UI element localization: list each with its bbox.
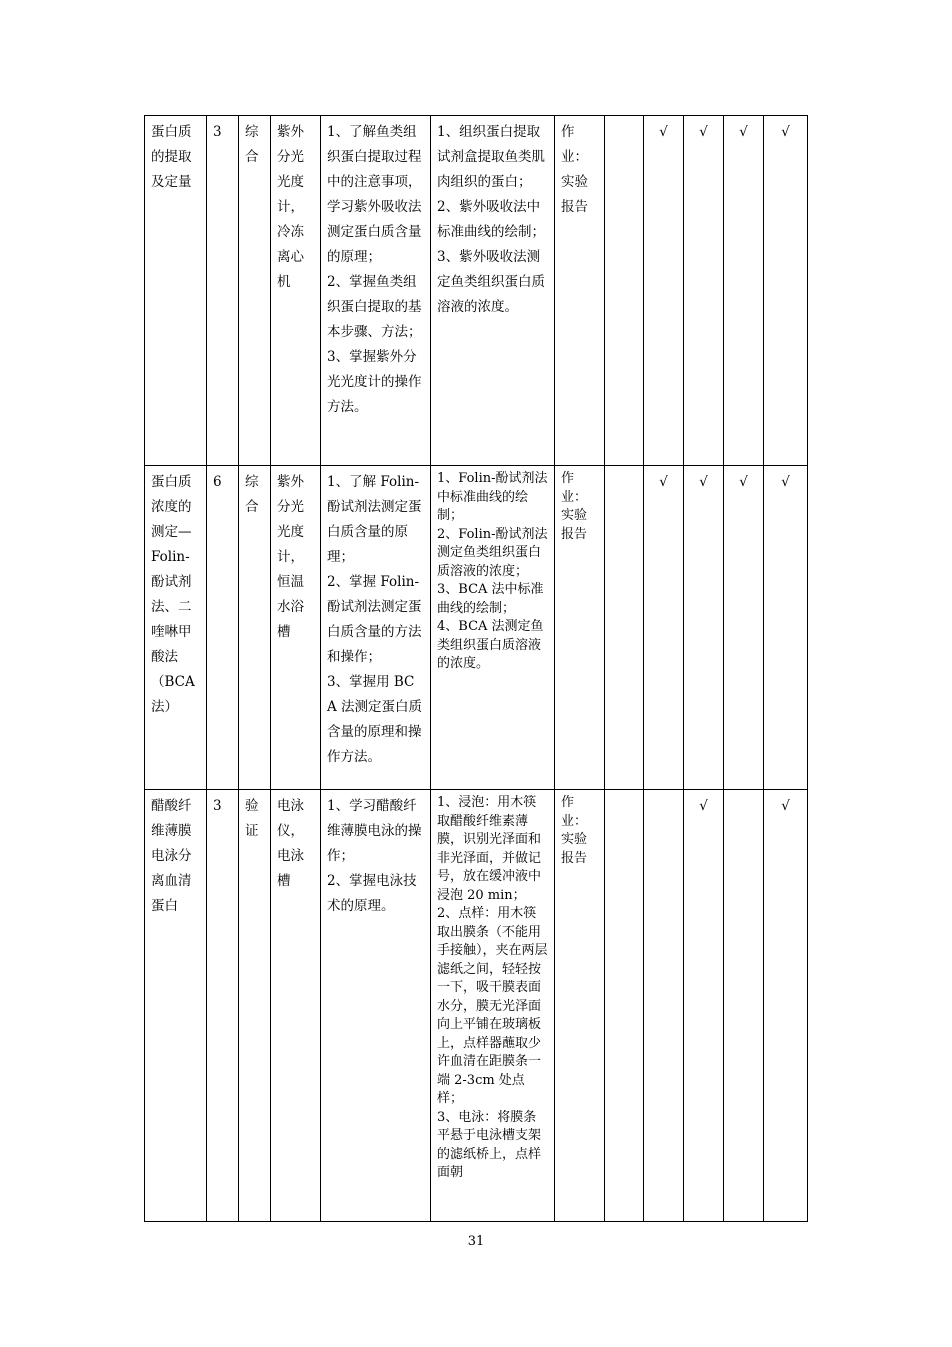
type-cell <box>239 116 271 466</box>
extra-cell <box>605 790 644 1222</box>
assessment: 作业：实验报告 <box>561 124 588 215</box>
extra-cell <box>605 466 644 790</box>
hours: 3 <box>213 798 222 814</box>
check-mark: √ <box>659 474 668 490</box>
check-cell <box>764 116 808 466</box>
table-row <box>145 790 808 1222</box>
assessment-cell <box>555 790 605 1222</box>
equipment: 电泳仪，电泳槽 <box>277 798 304 889</box>
content-cell <box>431 116 555 466</box>
check-mark: √ <box>739 474 748 490</box>
check-mark: √ <box>781 798 790 814</box>
check-cell <box>724 790 764 1222</box>
experiment-name: 蛋白质的提取及定量 <box>151 124 192 190</box>
equipment-cell <box>271 466 321 790</box>
page-number: 31 <box>467 1234 485 1249</box>
experiment-name: 蛋白质浓度的测定—Folin-酚试剂法、二喹啉甲酸法（BCA法） <box>151 474 195 715</box>
table-row <box>145 116 808 466</box>
equipment: 紫外分光光度计，冷冻离心机 <box>277 124 304 290</box>
check-cell <box>644 790 684 1222</box>
equipment: 紫外分光光度计，恒温水浴槽 <box>277 474 304 640</box>
hours-cell <box>207 466 239 790</box>
check-mark: √ <box>781 474 790 490</box>
objectives: 1、学习醋酸纤维薄膜电泳的操作； 2、掌握电泳技术的原理。 <box>327 798 422 914</box>
experiment-name: 醋酸纤维薄膜电泳分离血清蛋白 <box>151 798 192 914</box>
check-mark: √ <box>699 124 708 140</box>
check-mark: √ <box>699 474 708 490</box>
extra-cell <box>605 116 644 466</box>
equipment-cell <box>271 790 321 1222</box>
check-cell <box>764 790 808 1222</box>
table-row <box>145 466 808 790</box>
check-mark: √ <box>659 124 668 140</box>
objectives-cell <box>321 790 431 1222</box>
content: 1、组织蛋白提取试剂盒提取鱼类肌肉组织的蛋白； 2、紫外吸收法中标准曲线的绘制； 3、紫外吸收法测定鱼类组织蛋白质溶液的浓度。 <box>437 124 545 315</box>
assessment: 作业：实验报告 <box>561 471 588 542</box>
check-cell <box>764 466 808 790</box>
objectives: 1、了解 Folin-酚试剂法测定蛋白质含量的原理； 2、掌握 Folin-酚试剂法测定蛋白质含量的方法和操作； 3、掌握用 BCA 法测定蛋白质含量的原理和操作方法。 <box>327 474 423 765</box>
type-cell <box>239 790 271 1222</box>
assessment-cell <box>555 466 605 790</box>
check-mark: √ <box>781 124 790 140</box>
equipment-cell <box>271 116 321 466</box>
check-cell <box>684 790 724 1222</box>
objectives: 1、了解鱼类组织蛋白提取过程中的注意事项，学习紫外吸收法测定蛋白质含量的原理； 2、掌握鱼类组织蛋白提取的基本步骤、方法； 3、掌握紫外分光光度计的操作方法。 <box>327 124 422 415</box>
check-cell <box>684 466 724 790</box>
experiment-type: 综合 <box>245 124 259 165</box>
hours: 6 <box>213 474 222 490</box>
assessment-cell <box>555 116 605 466</box>
experiment-name-cell <box>145 116 207 466</box>
check-cell <box>724 466 764 790</box>
experiment-name-cell <box>145 790 207 1222</box>
objectives-cell <box>321 116 431 466</box>
check-cell <box>724 116 764 466</box>
experiment-type: 验证 <box>245 798 259 839</box>
check-cell <box>644 116 684 466</box>
content: 1、Folin-酚试剂法中标准曲线的绘制； 2、Folin-酚试剂法测定鱼类组织蛋白质溶液的浓度； 3、BCA 法中标准曲线的绘制； 4、BCA 法测定鱼类组织蛋白质溶液的浓度。 <box>437 471 548 671</box>
hours: 3 <box>213 124 222 140</box>
content-cell <box>431 466 555 790</box>
check-mark: √ <box>739 124 748 140</box>
content: 1、浸泡：用木筷取醋酸纤维素薄膜，识别光泽面和非光泽面，并做记号，放在缓冲液中浸泡 20 min； 2、点样：用木筷取出膜条（不能用手接触），夹在两层滤纸之间，轻轻按一下，吸干膜表面水分，膜无光泽面向上平铺在玻璃板上，点样器蘸取少许血清在距膜条一端 2-3cm 处点样； 3、电泳：将膜条平悬于电泳槽支架的滤纸桥上，点样面朝 <box>437 795 548 1180</box>
check-mark: √ <box>699 798 708 814</box>
hours-cell <box>207 790 239 1222</box>
check-cell <box>644 466 684 790</box>
syllabus-table <box>144 115 808 1222</box>
type-cell <box>239 466 271 790</box>
check-cell <box>684 116 724 466</box>
objectives-cell <box>321 466 431 790</box>
hours-cell <box>207 116 239 466</box>
experiment-name-cell <box>145 466 207 790</box>
assessment: 作业：实验报告 <box>561 795 588 866</box>
experiment-type: 综合 <box>245 474 259 515</box>
content-cell <box>431 790 555 1222</box>
